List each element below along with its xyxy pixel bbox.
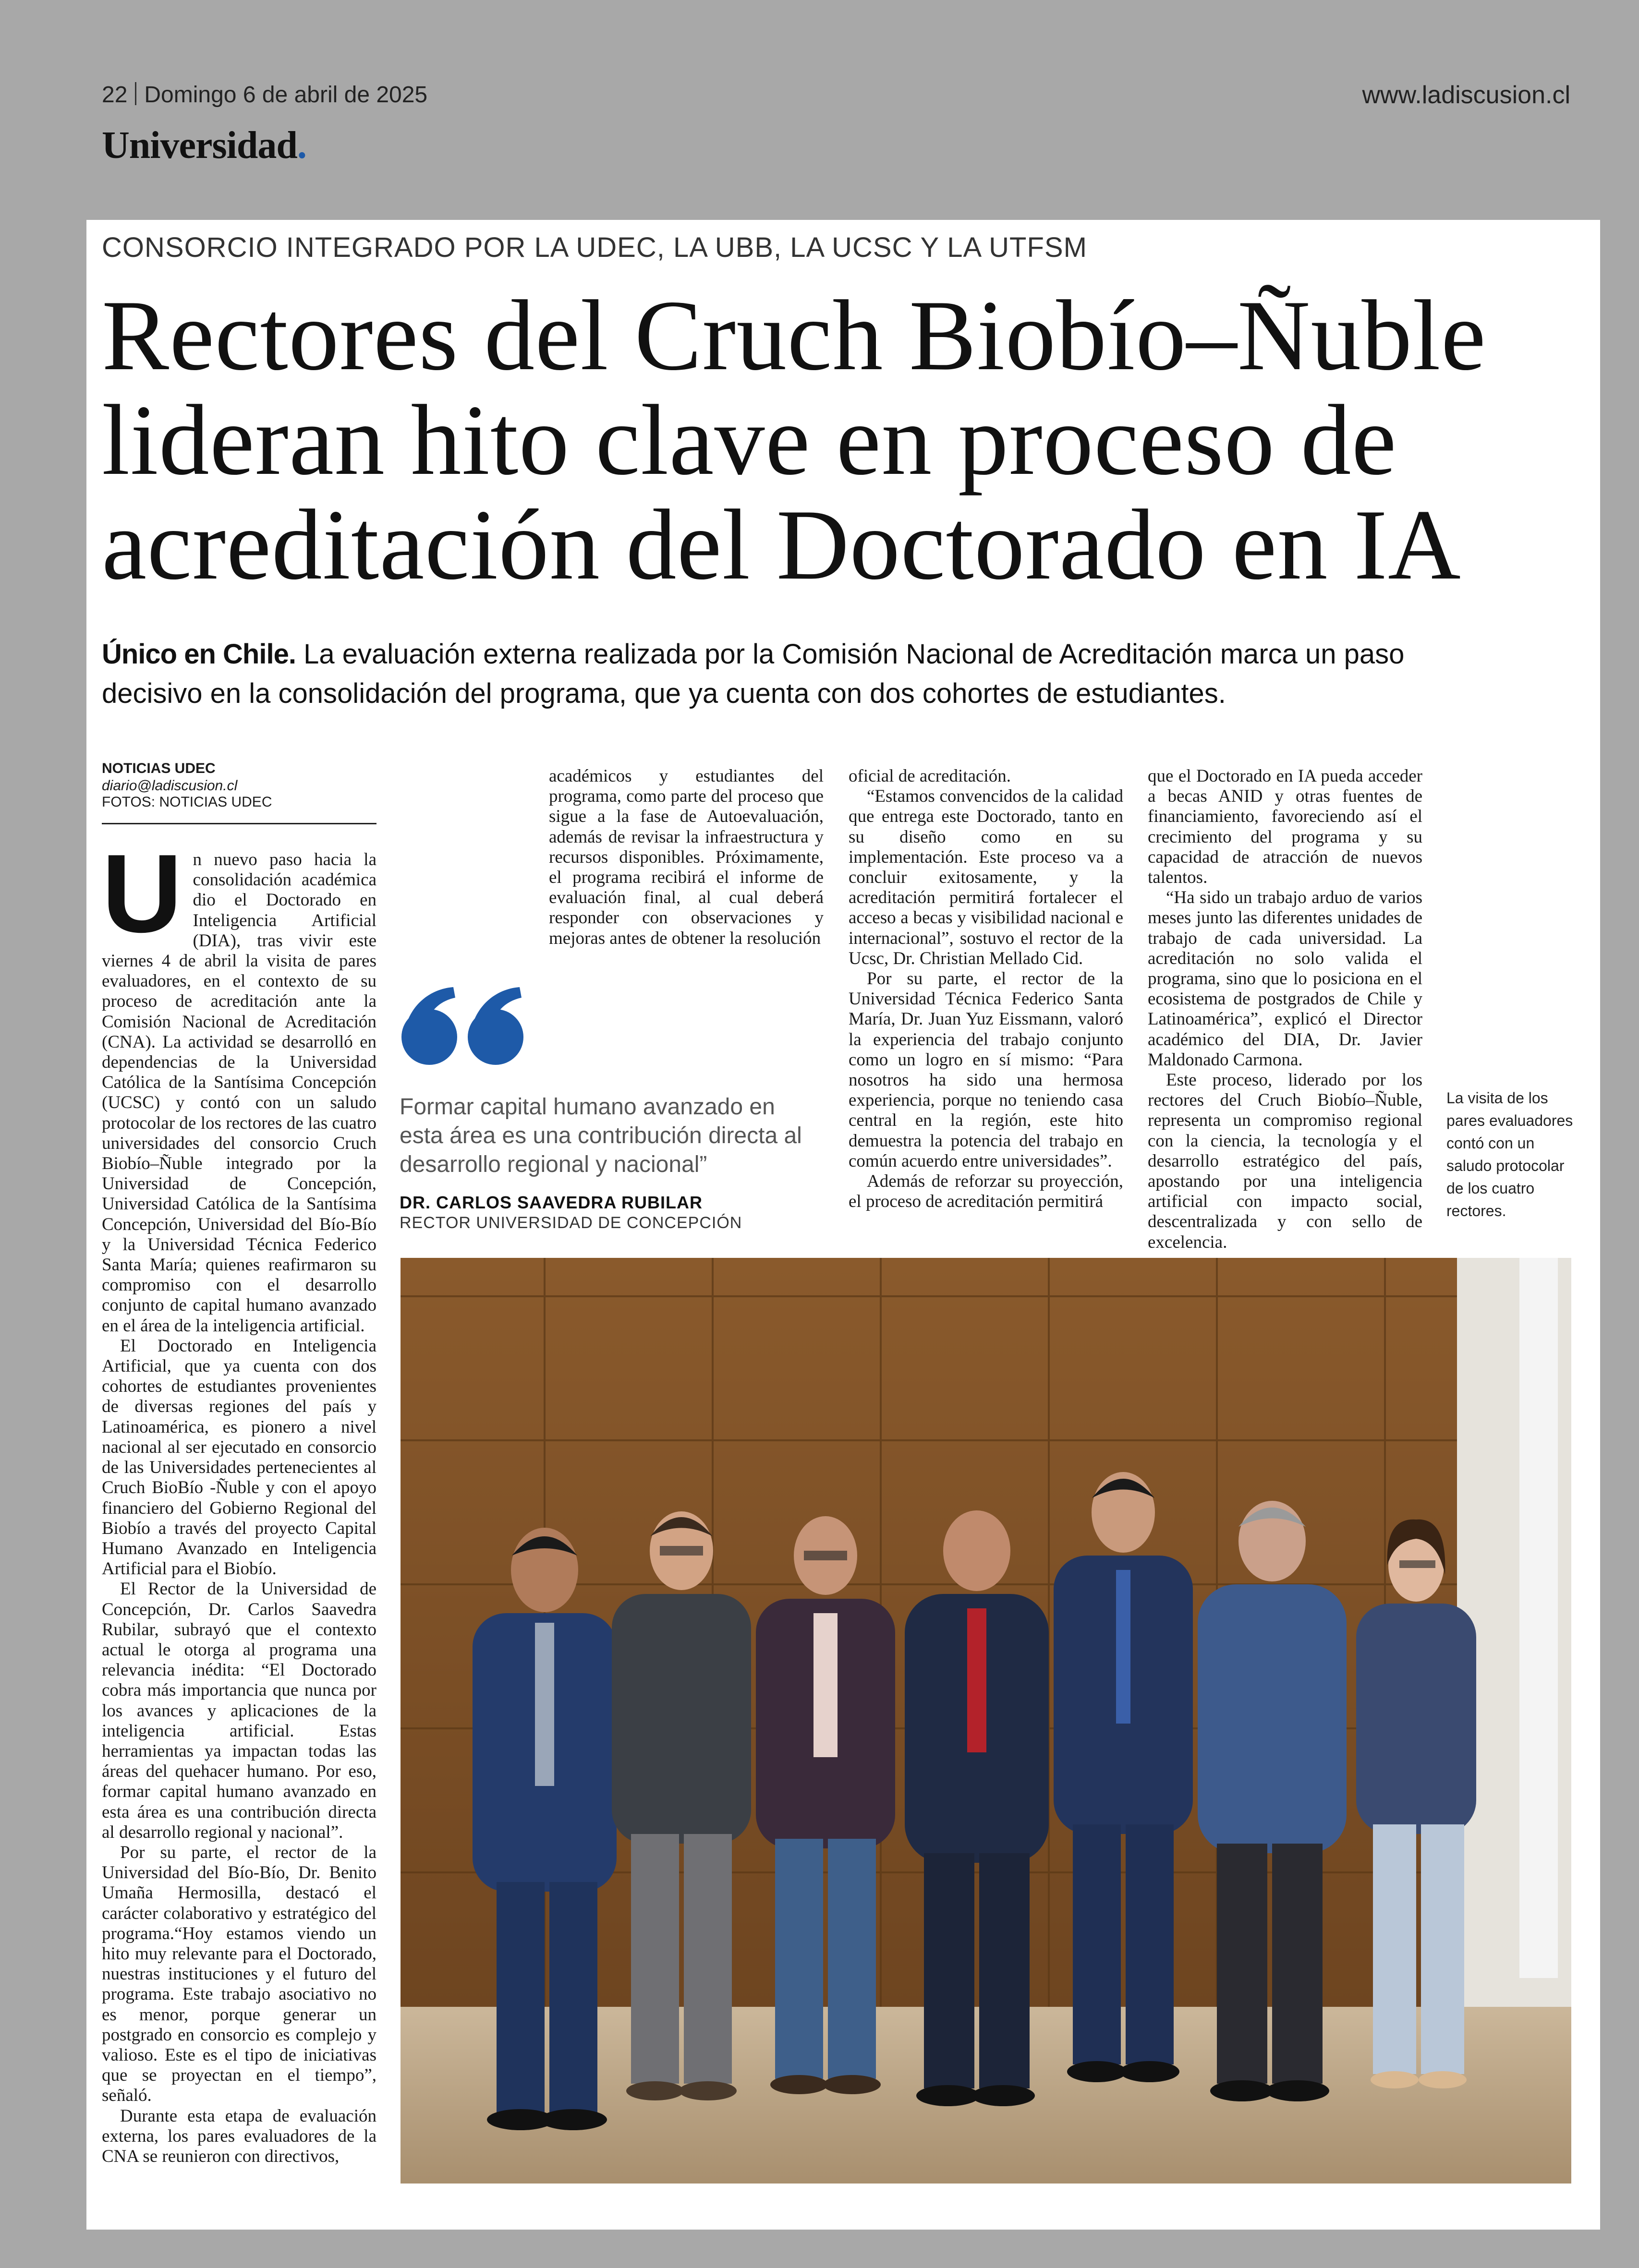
paragraph: Este proceso, liderado por los rectores del Cruch Biobío–Ñuble, representa un compromiso regional con la ciencia, la tecnología y el desarrollo estratégico del país, apostando por una inteligencia artificial con impacto social, descentralizada y con sello de excelencia. [1148,1070,1422,1252]
byline-divider [102,823,376,824]
paragraph: Durante esta etapa de evaluación externa, los pares evaluadores de la CNA se reunieron con directivos, [102,2106,376,2166]
paragraph: “Ha sido un trabajo arduo de varios meses junto las diferentes unidades de trabajo de cada universidad. La acreditación no solo valida el programa, sino que lo posiciona en el ecosistema de postgrados de Chile y Latinoamérica”, explicó el Director académico del DIA, Dr. Javier Maldonado Carmona. [1148,888,1422,1070]
issue-date: Domingo 6 de abril de 2025 [144,82,428,108]
paragraph: El Doctorado en Inteligencia Artificial, que ya cuenta con dos cohortes de estudiantes provenientes de diversas regiones del país y Latinoamérica, es pionero a nivel nacional al ser ejecutado en consorcio de las Universidades pertenecientes al Cruch BioBío -Ñuble y con el apoyo financiero del Gobierno Regional del Biobío a través del proyecto Capital Humano Avanzado en Inteligencia Artificial para el Biobío. [102,1336,376,1579]
article-column-4 [1148,766,1422,1253]
section-dot: . [297,124,306,167]
subhead-text: La evaluación externa realizada por la Comisión Nacional de Acreditación marca un paso decisivo en la consolidación del programa, que ya cuenta con dos cohortes de estudiantes. [102,639,1405,709]
article-column-3 [849,766,1123,1212]
pull-quote-text: Formar capital humano avanzado en esta área es una contribución directa al desarrollo regional y nacional” [400,1094,802,1177]
paragraph: “Estamos convencidos de la calidad que entrega este Doctorado, tanto en su diseño como en su implementación. Este proceso va a concluir exitosamente, y la acreditación permitirá fortalecer el acceso a becas y visibilidad nacional e internacional”, sostuvo el rector de la Ucsc, Dr. Christian Mellado Cid. [849,786,1123,968]
page-number: 22 [102,82,128,108]
pull-quote-role: RECTOR UNIVERSIDAD DE CONCEPCIÓN [400,1214,742,1232]
paragraph: n nuevo paso hacia la consolidación académica dio el Doctorado en Inteligencia Artificial (DIA), tras vivir este viernes 4 de abril la visita de pares evaluadores, en el contexto de su proceso de acreditación ante la Comisión Nacional de Acreditación (CNA). La actividad se desarrolló en dependencias de la Universidad Católica de la Santísima Concepción (UCSC) y contó con un saludo protocolar de los rectores de las cuatro universidades del consorcio Cruch Biobío–Ñuble integrado por la Universidad de Concepción, Universidad Católica de la Santísima Concepción, Universidad del Bío-Bío y la Universidad Técnica Federico Santa María; quienes reafirmaron su compromiso con el desarrollo conjunto de capital humano avanzado en el área de la inteligencia artificial. [102,850,376,1336]
byline-photo-credit: FOTOS: NOTICIAS UDEC [102,794,272,810]
group-photo [401,1258,1571,2184]
site-url[interactable]: www.ladiscusion.cl [1362,81,1570,109]
article-subhead [102,635,1461,713]
quote-mark-icon [400,983,529,1065]
section-title [102,124,306,168]
paragraph: que el Doctorado en IA pueda acceder a becas ANID y otras fuentes de financiamiento, favoreciendo así el crecimiento del programa y su capacidad de atracción de nuevos talentos. [1148,766,1422,888]
article-headline: Rectores del Cruch Biobío–Ñuble lideran hito clave en proceso de acreditación del Doctorado en IA [102,280,1486,601]
article-column-1 [102,832,376,2167]
pull-quote-name: DR. CARLOS SAAVEDRA RUBILAR [400,1193,703,1212]
byline-org: NOTICIAS UDEC [102,760,216,776]
paragraph: oficial de acreditación. [849,766,1011,786]
section-label: Universidad [102,124,297,167]
paragraph: académicos y estudiantes del programa, como parte del proceso que sigue a la fase de Autoevaluación, además de revisar la infraestructura y recursos disponibles. Próximamente, el programa recibirá el informe de evaluación final, al cual deberá responder con observaciones y mejoras antes de obtener la resolución [549,766,824,948]
paragraph: Por su parte, el rector de la Universidad del Bío-Bío, Dr. Benito Umaña Hermosilla, destacó el carácter colaborativo y estratégico del programa.“Hoy estamos viendo un hito muy relevante para el Doctorado, nuestras instituciones y el futuro del programa. Este trabajo asociativo no es menor, porque generar un postgrado en consorcio es complejo y valioso. Este es el tipo de iniciativas que se proyectan en el tiempo”, señaló. [102,1842,376,2106]
photo-caption: La visita de los pares evaluadores contó con un saludo protocolar de los cuatro rectores. [1446,1089,1573,1219]
header-separator [135,82,136,105]
page-header [102,82,427,108]
subhead-lead: Único en Chile. [102,639,296,670]
paragraph: Además de reforzar su proyección, el proceso de acreditación permitirá [849,1171,1123,1212]
byline-email[interactable]: diario@ladiscusion.cl [102,778,238,794]
paragraph: Por su parte, el rector de la Universidad Técnica Federico Santa María, Dr. Juan Yuz Eissmann, valoró la experiencia del trabajo conjunto como un logro en sí mismo: “Para nosotros ha sido una hermosa experiencia, porque no teniendo casa central en la región, este hito demuestra la potencia del trabajo en común acuerdo entre universidades”. [849,969,1123,1171]
article-kicker: CONSORCIO INTEGRADO POR LA UDEC, LA UBB, LA UCSC Y LA UTFSM [102,232,1087,263]
drop-cap: U [102,832,182,956]
paragraph: El Rector de la Universidad de Concepción, Dr. Carlos Saavedra Rubilar, subrayó que el contexto actual le otorga al programa una relevancia inédita: “El Doctorado cobra más importancia que nunca por los avances y aplicaciones de la inteligencia artificial. Estas herramientas ya impactan todas las áreas del quehacer humano. Por eso, formar capital humano avanzado en esta área es una contribución directa al desarrollo regional y nacional”. [102,1579,376,1842]
article-column-2 [549,766,824,949]
